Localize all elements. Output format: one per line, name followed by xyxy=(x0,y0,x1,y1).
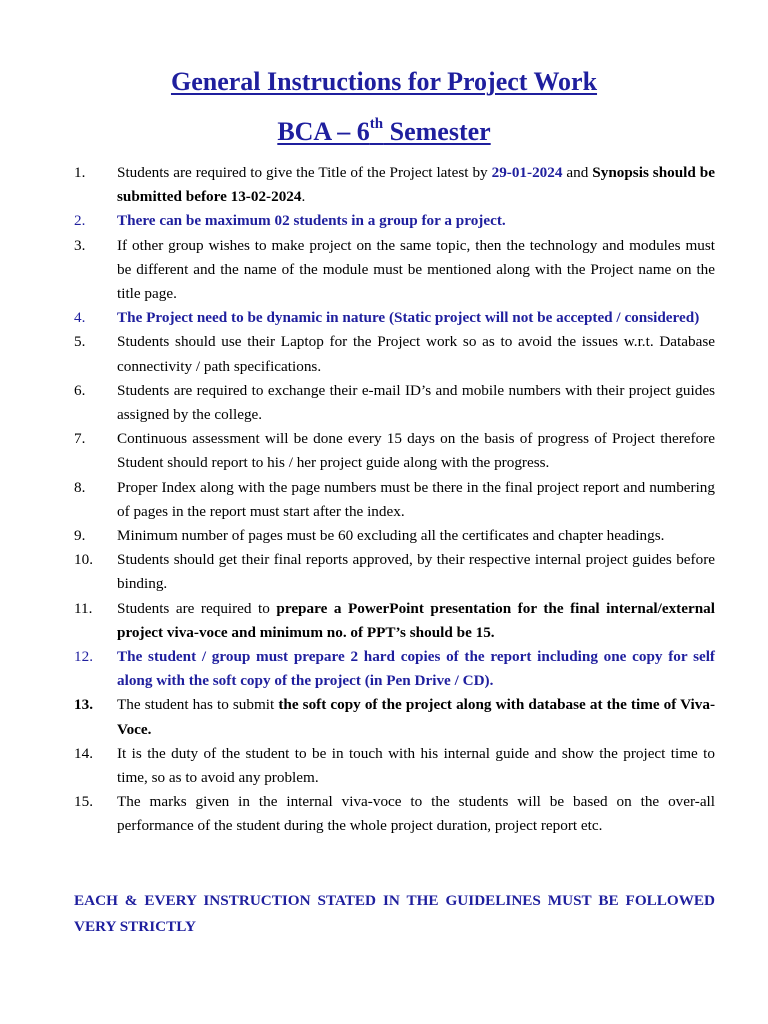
item-number: 8. xyxy=(74,478,86,496)
item-text: There can be maximum 02 students in a group for a project. xyxy=(117,212,506,230)
item-number: 5. xyxy=(74,333,86,351)
list-item xyxy=(74,742,715,790)
item-text: If other group wishes to make project on the same topic, then the technology and modules must be different and the name of the module must be mentioned along with the Project name on the title page. xyxy=(117,236,715,303)
item-number: 14. xyxy=(74,744,93,762)
closing-notice: EACH & EVERY INSTRUCTION STATED IN THE GUIDELINES MUST BE FOLLOWED VERY STRICTLY xyxy=(74,892,715,935)
item-number: 2. xyxy=(74,212,86,230)
item-number: 1. xyxy=(74,164,86,181)
list-item xyxy=(74,524,715,548)
item-text: The student / group must prepare 2 hard copies of the report including one copy for self along with the soft copy of the project (in Pen Drive / CD). xyxy=(117,648,715,690)
item-text: It is the duty of the student to be in touch with his internal guide and show the project time to time, so as to avoid any problem. xyxy=(117,744,715,787)
list-item xyxy=(74,161,715,209)
item-number: 10. xyxy=(74,551,93,569)
list-item xyxy=(74,548,715,596)
item-text: Minimum number of pages must be 60 excluding all the certificates and chapter headings. xyxy=(117,527,665,545)
list-item xyxy=(74,645,715,693)
list-item xyxy=(74,597,715,645)
item-text: Students are required to prepare a PowerPoint presentation for the final internal/external project viva-voce and minimum no. of PPT’s should be 15. xyxy=(117,599,715,641)
instructions-list xyxy=(74,161,715,839)
item-text: Students should get their final reports approved, by their respective internal project guides before binding. xyxy=(117,551,715,593)
item-number: 6. xyxy=(74,381,86,399)
document-subtitle xyxy=(0,114,768,150)
list-item xyxy=(74,427,715,475)
list-item xyxy=(74,790,715,838)
list-item xyxy=(74,234,715,307)
subtitle-superscript: th xyxy=(369,116,384,132)
item-number: 3. xyxy=(74,236,86,254)
item-text: Students should use their Laptop for the Project work so as to avoid the issues w.r.t. Database connectivity / path specifications. xyxy=(117,333,715,375)
item-text: The Project need to be dynamic in nature (Static project will not be accepted / considered) xyxy=(117,309,700,327)
list-item xyxy=(74,330,715,378)
item-text: Continuous assessment will be done every 15 days on the basis of progress of Project therefore Student should report to his / her project guide along with the progress. xyxy=(117,430,715,472)
item-number: 11. xyxy=(74,599,93,617)
subtitle-prefix: BCA – 6 xyxy=(277,117,370,146)
item-text: The marks given in the internal viva-voce to the students will be based on the over-all performance of the student during the whole project duration, project report etc. xyxy=(117,793,715,835)
item-number: 12. xyxy=(74,648,93,666)
list-item xyxy=(74,306,715,330)
list-item xyxy=(74,476,715,524)
item-text: Students are required to exchange their e-mail ID’s and mobile numbers with their project guides assigned by the college. xyxy=(117,381,715,424)
item-number: 15. xyxy=(74,793,93,811)
item-text: Students are required to give the Title of the Project latest by 29-01-2024 and Synopsis should be submitted before 13-02-2024. xyxy=(117,164,715,206)
item-text: The student has to submit the soft copy of the project along with database at the time of Viva-Voce. xyxy=(117,696,715,738)
item-number: 7. xyxy=(74,430,86,448)
document-title: General Instructions for Project Work xyxy=(170,67,598,96)
list-item xyxy=(74,693,715,741)
item-number: 4. xyxy=(74,309,86,327)
item-number: 13. xyxy=(74,696,93,714)
subtitle-suffix: Semester xyxy=(383,117,491,146)
list-item xyxy=(74,209,715,233)
item-text: Proper Index along with the page numbers must be there in the final project report and numbering of pages in the report must start after the index. xyxy=(117,478,715,520)
item-number: 9. xyxy=(74,527,86,545)
list-item xyxy=(74,379,715,427)
